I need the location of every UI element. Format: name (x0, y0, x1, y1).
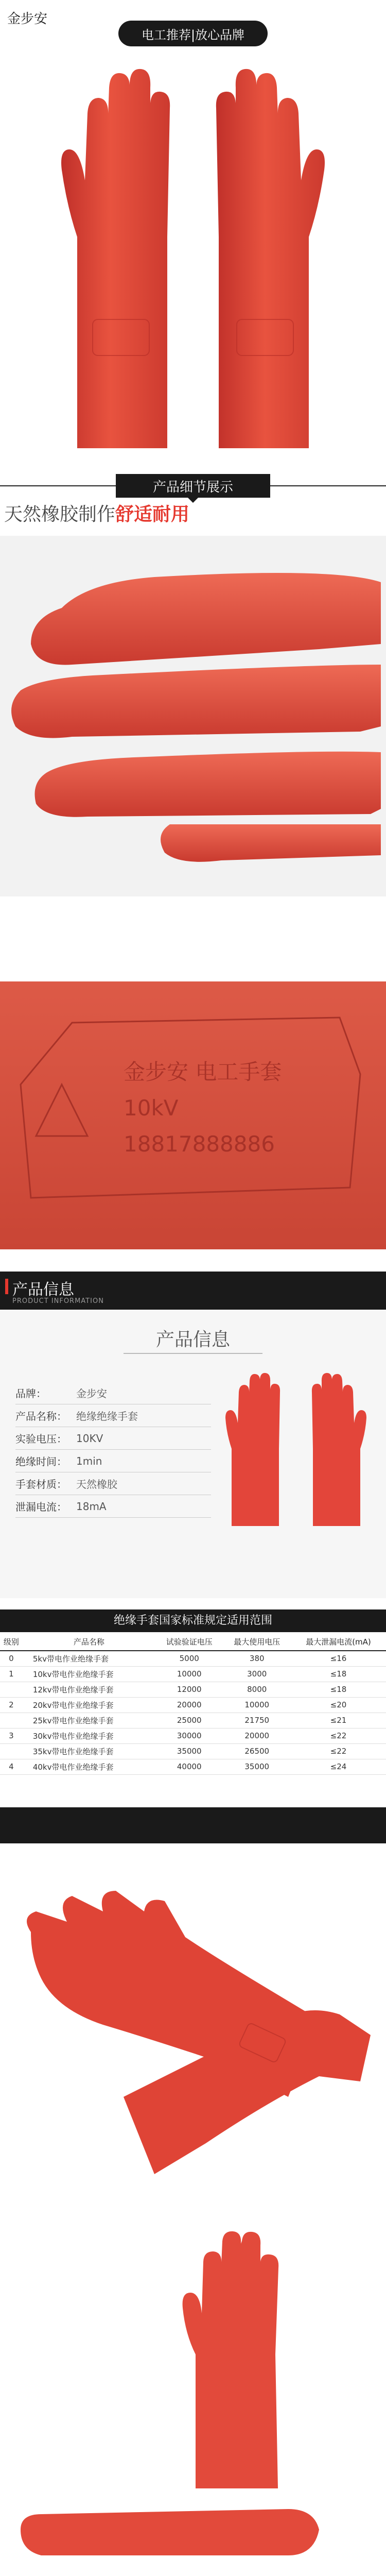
cell-test-voltage: 5000 (155, 1651, 223, 1666)
cell-max-voltage: 21750 (223, 1713, 291, 1728)
cell-leak-current: ≤20 (291, 1697, 386, 1713)
attribute-row (15, 1427, 211, 1450)
table-row (0, 1743, 386, 1759)
glove-photo-lying (0, 1855, 386, 2215)
product-info-panel (0, 1310, 386, 1598)
table-row (0, 1728, 386, 1743)
glove-pair-hero-image (57, 52, 329, 453)
headline-accent: 舒适耐用 (115, 504, 190, 525)
column-header: 试验验证电压 (155, 1633, 223, 1651)
cell-max-voltage: 3000 (223, 1666, 291, 1682)
cell-leak-current: ≤18 (291, 1666, 386, 1682)
cell-level: 2 (0, 1697, 23, 1713)
cell-test-voltage: 12000 (155, 1682, 223, 1697)
banner-title: 产品细节展示 (116, 474, 270, 498)
cell-level: 1 (0, 1666, 23, 1682)
cell-level: 4 (0, 1759, 23, 1774)
cell-leak-current: ≤16 (291, 1651, 386, 1666)
attribute-row (15, 1404, 211, 1427)
cell-leak-current: ≤22 (291, 1728, 386, 1743)
attribute-key: 手套材质： (15, 1478, 67, 1490)
table-row (0, 1651, 386, 1666)
panel-title: 产品信息 (155, 1329, 230, 1350)
headline-prefix: 天然橡胶制作 (4, 504, 116, 525)
attribute-key: 品牌： (15, 1387, 46, 1400)
cell-leak-current: ≤18 (291, 1682, 386, 1697)
print-line-1: 金步安 电工手套 (124, 1059, 282, 1084)
cell-leak-current: ≤24 (291, 1759, 386, 1774)
attribute-row (15, 1450, 211, 1472)
cell-max-voltage: 26500 (223, 1743, 291, 1759)
attribute-key: 产品名称： (15, 1410, 67, 1422)
cell-level (0, 1682, 23, 1697)
attribute-row (15, 1495, 211, 1518)
panel-title-underline (124, 1353, 262, 1354)
table-row (0, 1666, 386, 1682)
cell-max-voltage: 380 (223, 1651, 291, 1666)
attribute-value: 金步安 (76, 1387, 107, 1400)
attribute-value: 1min (76, 1454, 102, 1467)
table-row (0, 1713, 386, 1728)
glove-cuff-print-closeup (0, 981, 386, 1249)
cell-level (0, 1743, 23, 1759)
cell-product: 20kv带电作业绝缘手套 (23, 1697, 155, 1713)
attribute-value: 10KV (76, 1432, 103, 1445)
cell-max-voltage: 10000 (223, 1697, 291, 1713)
cell-level (0, 1713, 23, 1728)
attribute-value: 天然橡胶 (76, 1478, 117, 1490)
cell-test-voltage: 35000 (155, 1743, 223, 1759)
header-accent-bar (5, 1279, 8, 1294)
spec-table-title: 绝缘手套国家标准规定适用范围 (0, 1609, 386, 1632)
cell-product: 35kv带电作业绝缘手套 (23, 1743, 155, 1759)
spec-table (0, 1633, 386, 1775)
attribute-key: 实验电压： (15, 1433, 67, 1445)
print-phone: 18817888886 (124, 1131, 275, 1157)
product-attribute-list (15, 1382, 211, 1518)
cell-test-voltage: 25000 (155, 1713, 223, 1728)
detail-headline (4, 500, 189, 526)
attribute-row (15, 1472, 211, 1495)
cell-max-voltage: 35000 (223, 1759, 291, 1774)
product-info-subtitle: PRODUCT INFORMATION (12, 1297, 104, 1305)
print-line-2: 10kV (124, 1095, 179, 1121)
table-row (0, 1759, 386, 1774)
product-thumbnail-gloves (221, 1366, 371, 1531)
cell-level: 3 (0, 1728, 23, 1743)
cell-test-voltage: 10000 (155, 1666, 223, 1682)
attribute-key: 泄漏电流： (15, 1501, 67, 1513)
column-header: 产品名称 (23, 1633, 155, 1651)
cell-product: 12kv带电作业绝缘手套 (23, 1682, 155, 1697)
cell-product: 40kv带电作业绝缘手套 (23, 1759, 155, 1774)
slogan-badge: 电工推荐|放心品牌 (118, 21, 268, 46)
cell-test-voltage: 30000 (155, 1728, 223, 1743)
cell-level: 0 (0, 1651, 23, 1666)
cell-product: 5kv带电作业绝缘手套 (23, 1651, 155, 1666)
section-banner-detail (0, 474, 386, 498)
cell-test-voltage: 40000 (155, 1759, 223, 1774)
column-header: 最大泄漏电流(mA) (291, 1633, 386, 1651)
product-info-title: 产品信息 (12, 1281, 74, 1299)
attribute-value: 18mA (76, 1500, 107, 1513)
attribute-key: 绝缘时间： (15, 1455, 67, 1468)
table-row (0, 1697, 386, 1713)
column-header: 最大使用电压 (223, 1633, 291, 1651)
table-row (0, 1682, 386, 1697)
spec-table-footer-band (0, 1807, 386, 1843)
column-header: 级别 (0, 1633, 23, 1651)
cell-test-voltage: 20000 (155, 1697, 223, 1713)
attribute-value: 绝缘绝缘手套 (76, 1410, 138, 1422)
cell-max-voltage: 8000 (223, 1682, 291, 1697)
attribute-row (15, 1382, 211, 1404)
spec-table-header-row (0, 1633, 386, 1651)
glove-fingers-closeup (0, 536, 386, 896)
cell-leak-current: ≤22 (291, 1743, 386, 1759)
glove-photo-standing (0, 2221, 386, 2576)
cell-product: 30kv带电作业绝缘手套 (23, 1728, 155, 1743)
cell-product: 25kv带电作业绝缘手套 (23, 1713, 155, 1728)
brand-name: 金步安 (7, 11, 48, 27)
cell-leak-current: ≤21 (291, 1713, 386, 1728)
product-info-header (0, 1272, 386, 1310)
cell-product: 10kv带电作业绝缘手套 (23, 1666, 155, 1682)
cell-max-voltage: 20000 (223, 1728, 291, 1743)
